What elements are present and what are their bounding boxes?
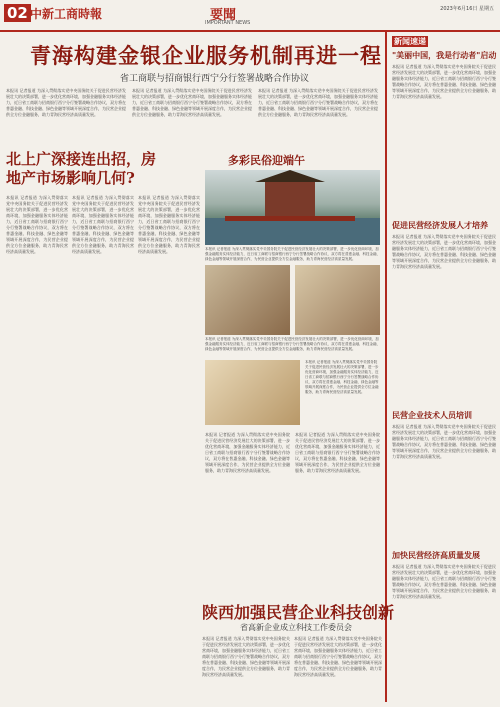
story2-body-col3: 本报讯 记者报道 为深入贯彻落实党中央国务院关于促进民营经济发展壮大的决策部署，进一步优化营商环境，加强金融服务实体经济能力，近日省工商联与招商银行西宁分行签署战略合作协议，双方将在普惠金融、科技金融、绿色金融等领域开展深度合作，为民营企业提供全方位金融服务，助力青海民营经济高质量发展。: [138, 195, 200, 254]
news-item-4-title: 加快民营经济高质量发展: [392, 551, 480, 560]
bottom-body-col1: 本报讯 记者报道 为深入贯彻落实党中央国务院关于促进民营经济发展壮大的决策部署，进一步优化营商环境，加强金融服务实体经济能力，近日省工商联与招商银行西宁分行签署战略合作协议，双方将在普惠金融、科技金融、绿色金融等领域开展深度合作，为民营企业提供全方位金融服务，助力青海民营经济高质量发展。: [202, 636, 290, 677]
zongzi-photo: [205, 360, 300, 425]
news-item-3-title: 民营企业技术人员培训: [392, 411, 472, 420]
lead-subhead: 省工商联与招商银行西宁分行签署战略合作协议: [120, 74, 310, 84]
paper-name: 中新工商時報: [30, 7, 103, 21]
festival-photo-left: [205, 265, 290, 335]
masthead: [0, 0, 500, 32]
story2-body-col2: 本报讯 记者报道 为深入贯彻落实党中央国务院关于促进民营经济发展壮大的决策部署，进一步优化营商环境，加强金融服务实体经济能力，近日省工商联与招商银行西宁分行签署战略合作协议，双方将在普惠金融、科技金融、绿色金融等领域开展深度合作，为民营企业提供全方位金融服务，助力青海民营经济高质量发展。: [72, 195, 134, 254]
news-item-2-body: 本报讯 记者报道 为深入贯彻落实党中央国务院关于促进民营经济发展壮大的决策部署，进一步优化营商环境，加强金融服务实体经济能力，近日省工商联与招商银行西宁分行签署战略合作协议，双方将在普惠金融、科技金融、绿色金融等领域开展深度合作，为民营企业提供全方位金融服务，助力青海民营经济高质量发展。: [392, 234, 496, 269]
photo-story-col2: 本报讯 记者报道 为深入贯彻落实党中央国务院关于促进民营经济发展壮大的决策部署，进一步优化营商环境，加强金融服务实体经济能力，近日省工商联与招商银行西宁分行签署战略合作协议，双方将在普惠金融、科技金融、绿色金融等领域开展深度合作，为民营企业提供全方位金融服务，助力青海民营经济高质量发展。: [295, 432, 380, 473]
festival-photo-right: [295, 265, 380, 335]
photo-story-col1: 本报讯 记者报道 为深入贯彻落实党中央国务院关于促进民营经济发展壮大的决策部署，进一步优化营商环境，加强金融服务实体经济能力，近日省工商联与招商银行西宁分行签署战略合作协议，双方将在普惠金融、科技金融、绿色金融等领域开展深度合作，为民营企业提供全方位金融服务，助力青海民营经济高质量发展。: [205, 432, 290, 473]
news-item-3-body: 本报讯 记者报道 为深入贯彻落实党中央国务院关于促进民营经济发展壮大的决策部署，进一步优化营商环境，加强金融服务实体经济能力，近日省工商联与招商银行西宁分行签署战略合作协议，双方将在普惠金融、科技金融、绿色金融等领域开展深度合作，为民营企业提供全方位金融服务，助力青海民营经济高质量发展。: [392, 424, 496, 459]
lead-body-col2: 本报讯 记者报道 为深入贯彻落实党中央国务院关于促进民营经济发展壮大的决策部署，进一步优化营商环境，加强金融服务实体经济能力，近日省工商联与招商银行西宁分行签署战略合作协议，双方将在普惠金融、科技金融、绿色金融等领域开展深度合作，为民营企业提供全方位金融服务，助力青海民营经济高质量发展。: [132, 88, 252, 117]
news-item-2-title: 促进民营经济发展人才培养: [392, 221, 488, 230]
bottom-subhead: 省高新企业成立科技工作委员会: [240, 623, 352, 632]
dragon-boat-scene: [205, 170, 380, 245]
dateline: 2023年6月16日 星期五: [440, 6, 494, 12]
photo-caption-3: 本报讯 记者报道 为深入贯彻落实党中央国务院关于促进民营经济发展壮大的决策部署，进一步优化营商环境，加强金融服务实体经济能力，近日省工商联与招商银行西宁分行签署战略合作协议，双方将在普惠金融、科技金融、绿色金融等领域开展深度合作，为民营企业提供全方位金融服务，助力青海民营经济高质量发展。: [305, 360, 379, 394]
lead-headline: 青海构建金银企业服务机制再进一程: [30, 43, 382, 68]
bottom-headline: 陕西加强民营企业科技创新: [202, 603, 395, 622]
page-number: 02: [4, 4, 31, 22]
photo-feature-title: 多彩民俗迎端午: [228, 154, 305, 167]
news-brief-tag: 新闻速递: [394, 37, 426, 46]
photo-caption-1: 本报讯 记者报道 为深入贯彻落实党中央国务院关于促进民营经济发展壮大的决策部署，进一步优化营商环境，加强金融服务实体经济能力，近日省工商联与招商银行西宁分行签署战略合作协议，双方将在普惠金融、科技金融、绿色金融等领域开展深度合作，为民营企业提供全方位金融服务，助力青海民营经济高质量发展。: [205, 247, 380, 261]
news-item-1-title: "美丽中国，我是行动者"启动: [392, 51, 497, 60]
section-title: 要聞: [210, 8, 237, 23]
story2-headline: 北上广深接连出招，房地产市场影响几何?: [6, 150, 157, 187]
news-item-4-body: 本报讯 记者报道 为深入贯彻落实党中央国务院关于促进民营经济发展壮大的决策部署，进一步优化营商环境，加强金融服务实体经济能力，近日省工商联与招商银行西宁分行签署战略合作协议，双方将在普惠金融、科技金融、绿色金融等领域开展深度合作，为民营企业提供全方位金融服务，助力青海民营经济高质量发展。: [392, 564, 496, 599]
section-subtitle: IMPORTANT NEWS: [205, 20, 251, 26]
photo-caption-2: 本报讯 记者报道 为深入贯彻落实党中央国务院关于促进民营经济发展壮大的决策部署，进一步优化营商环境，加强金融服务实体经济能力，近日省工商联与招商银行西宁分行签署战略合作协议，双方将在普惠金融、科技金融、绿色金融等领域开展深度合作，为民营企业提供全方位金融服务，助力青海民营经济高质量发展。: [205, 337, 380, 351]
bottom-body-col2: 本报讯 记者报道 为深入贯彻落实党中央国务院关于促进民营经济发展壮大的决策部署，进一步优化营商环境，加强金融服务实体经济能力，近日省工商联与招商银行西宁分行签署战略合作协议，双方将在普惠金融、科技金融、绿色金融等领域开展深度合作，为民营企业提供全方位金融服务，助力青海民营经济高质量发展。: [294, 636, 382, 677]
dragon-boat-photo: [205, 170, 380, 245]
news-item-1-body: 本报讯 记者报道 为深入贯彻落实党中央国务院关于促进民营经济发展壮大的决策部署，进一步优化营商环境，加强金融服务实体经济能力，近日省工商联与招商银行西宁分行签署战略合作协议，双方将在普惠金融、科技金融、绿色金融等领域开展深度合作，为民营企业提供全方位金融服务，助力青海民营经济高质量发展。: [392, 64, 496, 99]
lead-body-col3: 本报讯 记者报道 为深入贯彻落实党中央国务院关于促进民营经济发展壮大的决策部署，进一步优化营商环境，加强金融服务实体经济能力，近日省工商联与招商银行西宁分行签署战略合作协议，双方将在普惠金融、科技金融、绿色金融等领域开展深度合作，为民营企业提供全方位金融服务，助力青海民营经济高质量发展。: [258, 88, 378, 117]
lead-body-col1: 本报讯 记者报道 为深入贯彻落实党中央国务院关于促进民营经济发展壮大的决策部署，进一步优化营商环境，加强金融服务实体经济能力，近日省工商联与招商银行西宁分行签署战略合作协议，双方将在普惠金融、科技金融、绿色金融等领域开展深度合作，为民营企业提供全方位金融服务，助力青海民营经济高质量发展。: [6, 88, 126, 117]
story2-body-col1: 本报讯 记者报道 为深入贯彻落实党中央国务院关于促进民营经济发展壮大的决策部署，进一步优化营商环境，加强金融服务实体经济能力，近日省工商联与招商银行西宁分行签署战略合作协议，双方将在普惠金融、科技金融、绿色金融等领域开展深度合作，为民营企业提供全方位金融服务，助力青海民营经济高质量发展。: [6, 195, 68, 254]
